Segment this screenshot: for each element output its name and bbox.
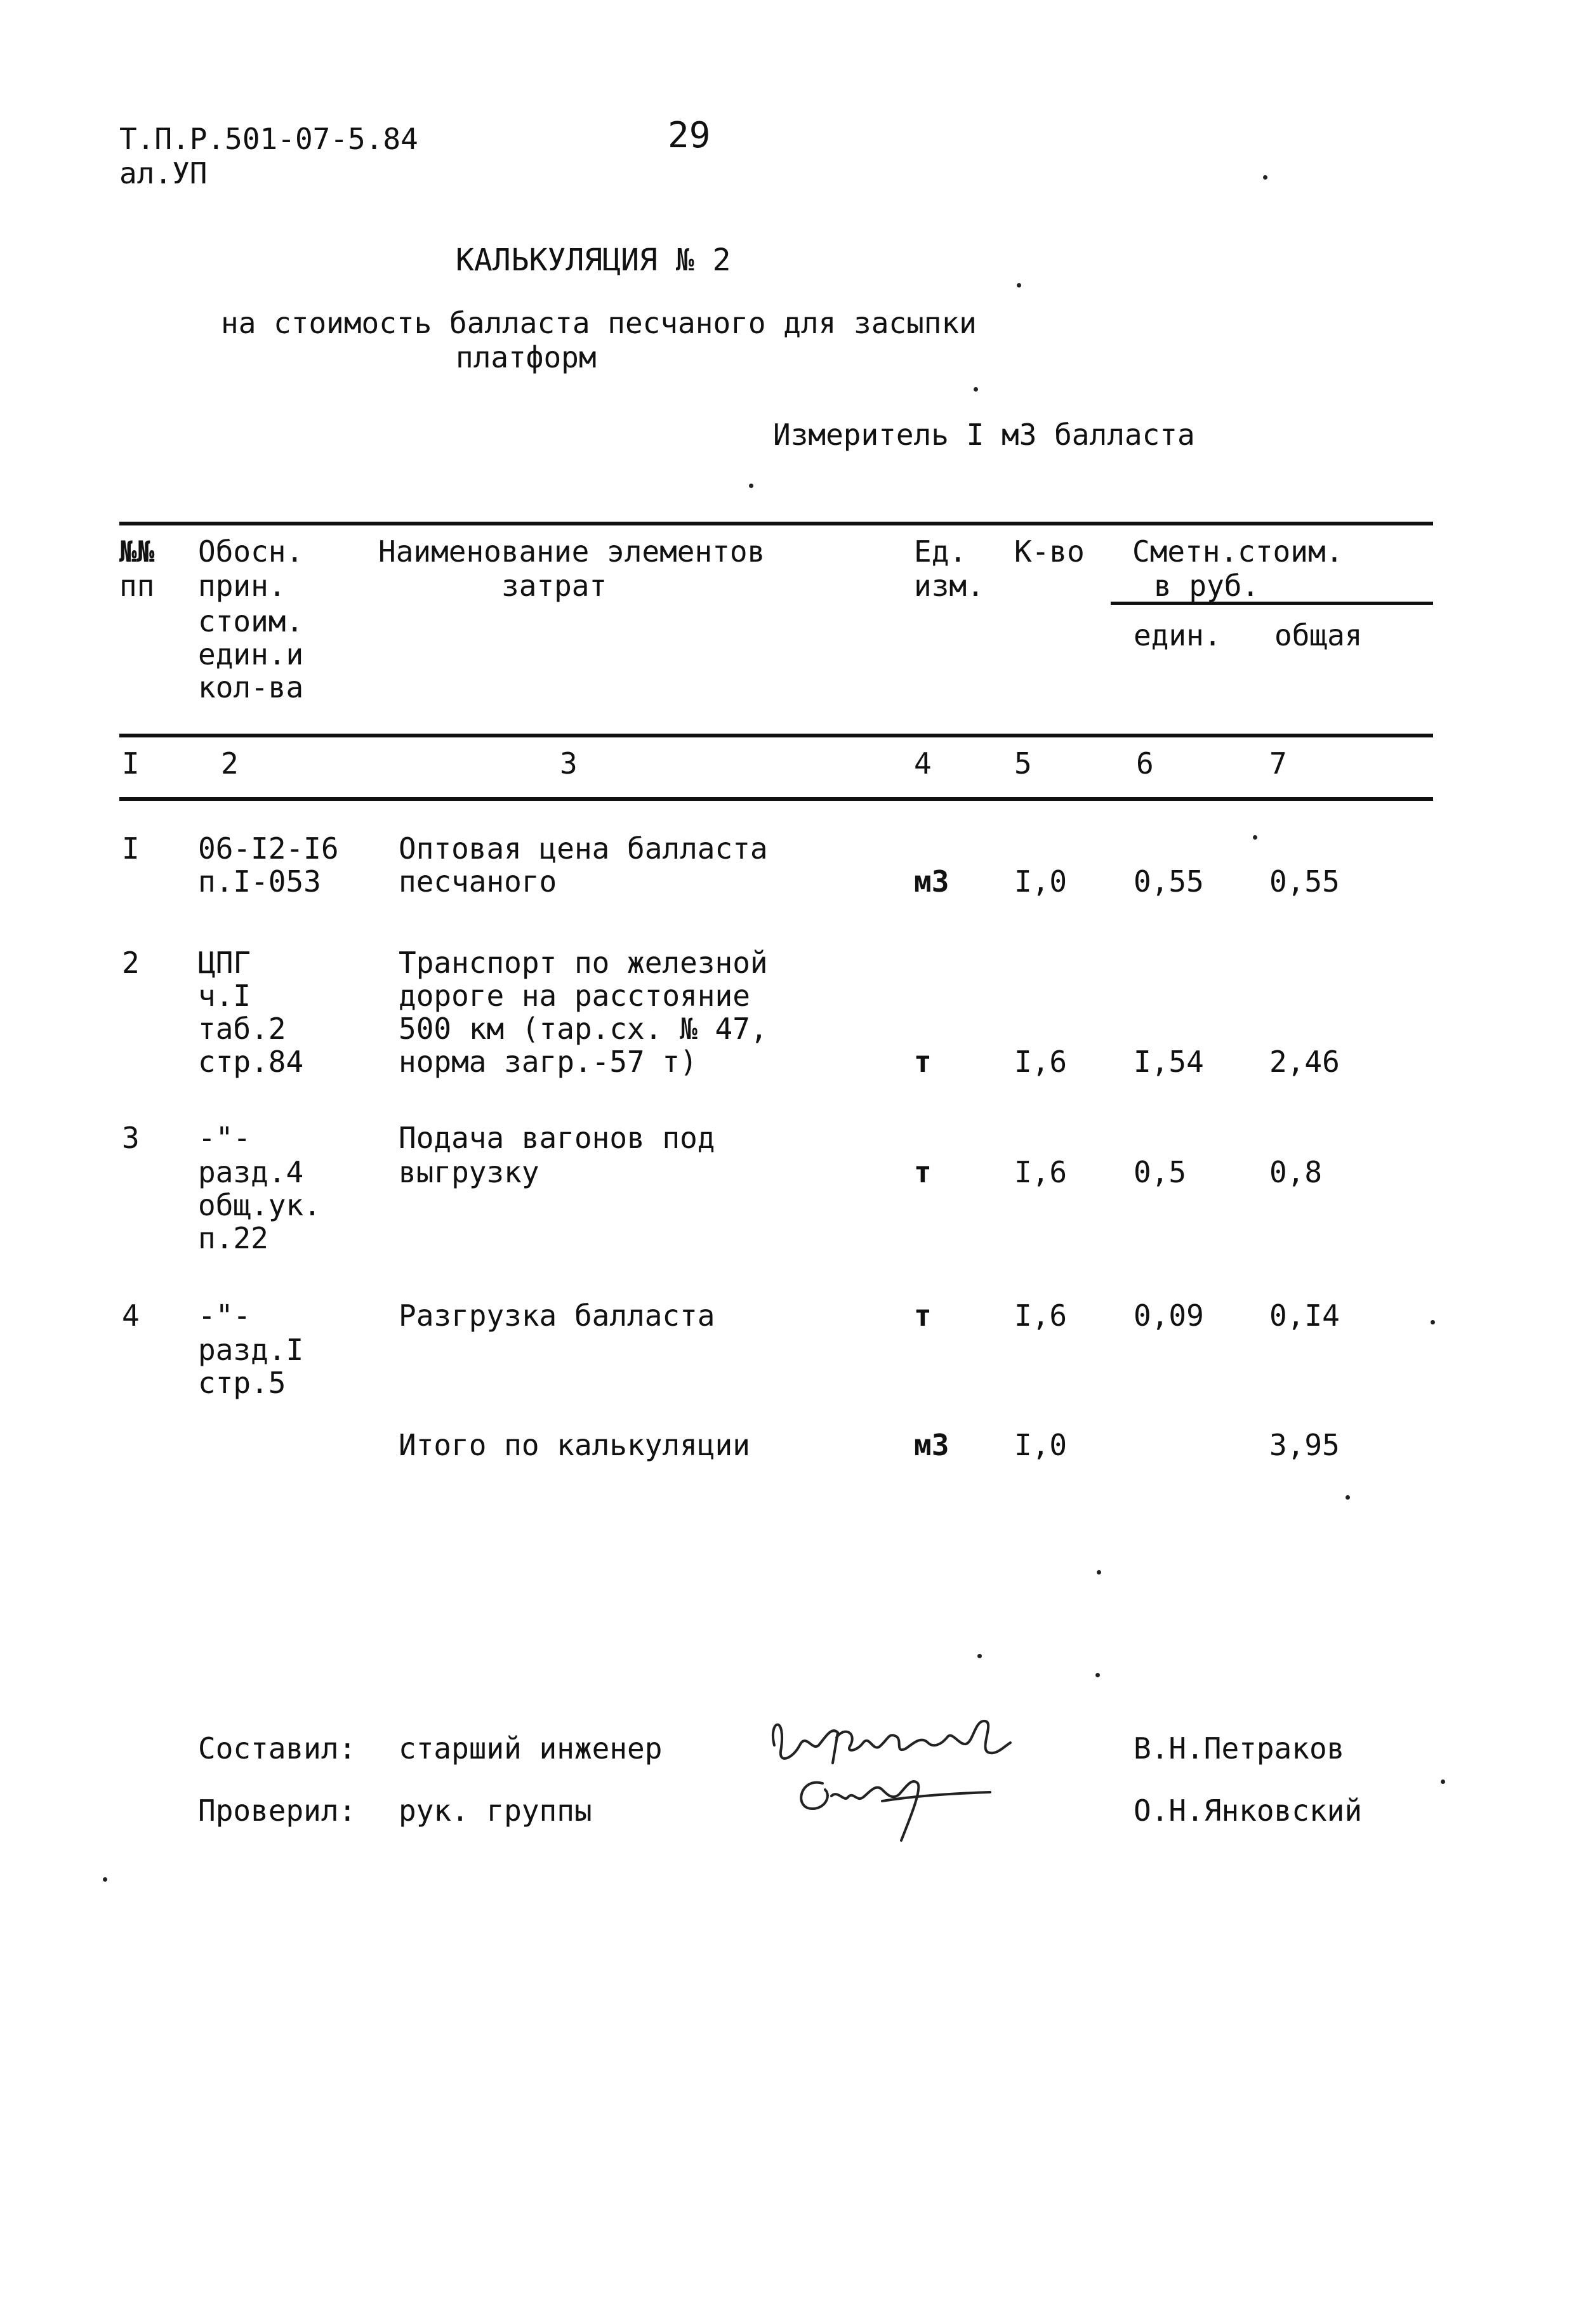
column-number-2: 2: [221, 746, 239, 781]
checked-name: О.Н.Янковский: [1134, 1793, 1363, 1828]
scan-speck: [1017, 283, 1021, 287]
scan-speck: [1431, 1320, 1435, 1324]
header-col1-line2: пп: [119, 569, 155, 603]
document-code: Т.П.Р.501-07-5.84: [119, 122, 418, 156]
row-unit: т: [914, 1155, 932, 1189]
header-col4-line1: Ед.: [914, 534, 967, 569]
row-basis-line: стр.5: [198, 1366, 286, 1400]
row-basis-line: п.22: [198, 1221, 268, 1255]
row-basis-line: -"-: [198, 1121, 251, 1155]
column-number-5: 5: [1014, 746, 1032, 781]
table-top-rule: [119, 522, 1433, 525]
header-cost-group-line1: Сметн.стоим.: [1132, 534, 1344, 569]
row-basis-line: п.I-053: [198, 864, 321, 899]
checker-handwritten-signature: [787, 1764, 1028, 1847]
row-name-line: выгрузку: [399, 1155, 539, 1189]
row-quantity: I,6: [1014, 1155, 1068, 1189]
row-total: 2,46: [1269, 1045, 1340, 1079]
scan-speck: [1263, 175, 1267, 180]
header-col2-line2: прин.: [198, 569, 286, 603]
row-basis-line: ч.I: [198, 979, 251, 1013]
page-number: 29: [668, 115, 711, 156]
total-value: 3,95: [1269, 1428, 1340, 1462]
row-unit-cost: 0,09: [1134, 1298, 1204, 1333]
row-basis-line: таб.2: [198, 1012, 286, 1046]
header-col2-line3: стоим.: [198, 604, 304, 638]
subtitle-line-2: платформ: [456, 340, 597, 374]
row-basis-line: разд.I: [198, 1333, 304, 1367]
compiled-name: В.Н.Петраков: [1134, 1731, 1345, 1766]
scan-speck: [977, 1654, 982, 1658]
scan-speck: [1346, 1495, 1350, 1500]
scan-speck: [103, 1877, 107, 1882]
row-number: I: [122, 831, 140, 866]
row-number: 4: [122, 1298, 140, 1333]
scan-speck: [1095, 1673, 1100, 1677]
header-bottom-rule: [119, 734, 1433, 737]
row-basis-line: разд.4: [198, 1155, 304, 1189]
scan-speck: [1097, 1570, 1101, 1575]
compiled-role: старший инженер: [399, 1731, 663, 1766]
row-name-line: 500 км (тар.сх. № 47,: [399, 1012, 768, 1046]
total-unit: м3: [914, 1428, 949, 1462]
total-quantity: I,0: [1014, 1428, 1068, 1462]
row-basis-line: стр.84: [198, 1045, 304, 1079]
row-basis-line: ЦПГ: [198, 946, 251, 980]
album-label: ал.УП: [119, 156, 208, 190]
compiled-label: Составил:: [198, 1731, 357, 1766]
row-basis-line: -"-: [198, 1298, 251, 1333]
row-name-line: песчаного: [399, 864, 557, 899]
row-name-line: норма загр.-57 т): [399, 1045, 698, 1079]
row-total: 0,8: [1269, 1155, 1323, 1189]
scan-speck: [1441, 1779, 1445, 1784]
header-col2-line1: Обосн.: [198, 534, 304, 569]
measure-unit: Измеритель I м3 балласта: [773, 418, 1195, 452]
header-col6: един.: [1134, 618, 1222, 652]
subtitle-line-1: на стоимость балласта песчаного для засыпки: [221, 306, 977, 340]
row-quantity: I,0: [1014, 864, 1068, 899]
header-col2-line5: кол-ва: [198, 670, 304, 704]
row-name-line: Подача вагонов под: [399, 1121, 715, 1155]
scan-speck: [749, 484, 753, 488]
header-col7: общая: [1274, 618, 1363, 652]
column-number-1: I: [122, 746, 140, 781]
column-numbers-rule: [119, 797, 1433, 801]
header-col4-line2: изм.: [914, 569, 984, 603]
column-number-4: 4: [914, 746, 932, 781]
scan-speck: [974, 387, 978, 392]
header-col3-line2: затрат: [501, 569, 607, 603]
header-col5: К-во: [1014, 534, 1085, 569]
row-basis-line: общ.ук.: [198, 1188, 321, 1222]
row-name-line: Оптовая цена балласта: [399, 831, 768, 866]
row-basis-line: 06-I2-I6: [198, 831, 339, 866]
row-name-line: Транспорт по железной: [399, 946, 768, 980]
row-quantity: I,6: [1014, 1045, 1068, 1079]
header-col3-line1: Наименование элементов: [378, 534, 765, 569]
row-total: 0,I4: [1269, 1298, 1340, 1333]
document-title: КАЛЬКУЛЯЦИЯ № 2: [456, 242, 731, 278]
total-label: Итого по калькуляции: [399, 1428, 750, 1462]
column-number-3: 3: [560, 746, 578, 781]
checked-label: Проверил:: [198, 1793, 357, 1828]
row-unit: т: [914, 1045, 932, 1079]
column-number-6: 6: [1136, 746, 1154, 781]
row-unit: т: [914, 1298, 932, 1333]
header-col1-line1: №№: [119, 534, 155, 569]
row-name-line: Разгрузка балласта: [399, 1298, 715, 1333]
row-total: 0,55: [1269, 864, 1340, 899]
column-number-7: 7: [1269, 746, 1287, 781]
row-number: 2: [122, 946, 140, 980]
row-name-line: дороге на расстояние: [399, 979, 750, 1013]
row-unit-cost: 0,55: [1134, 864, 1204, 899]
header-col2-line4: един.и: [198, 637, 304, 671]
row-unit-cost: I,54: [1134, 1045, 1204, 1079]
row-unit: м3: [914, 864, 949, 899]
checked-role: рук. группы: [399, 1793, 592, 1828]
row-unit-cost: 0,5: [1134, 1155, 1187, 1189]
row-number: 3: [122, 1121, 140, 1155]
scan-speck: [1253, 835, 1257, 840]
header-cost-group-line2: в руб.: [1154, 569, 1260, 603]
row-quantity: I,6: [1014, 1298, 1068, 1333]
